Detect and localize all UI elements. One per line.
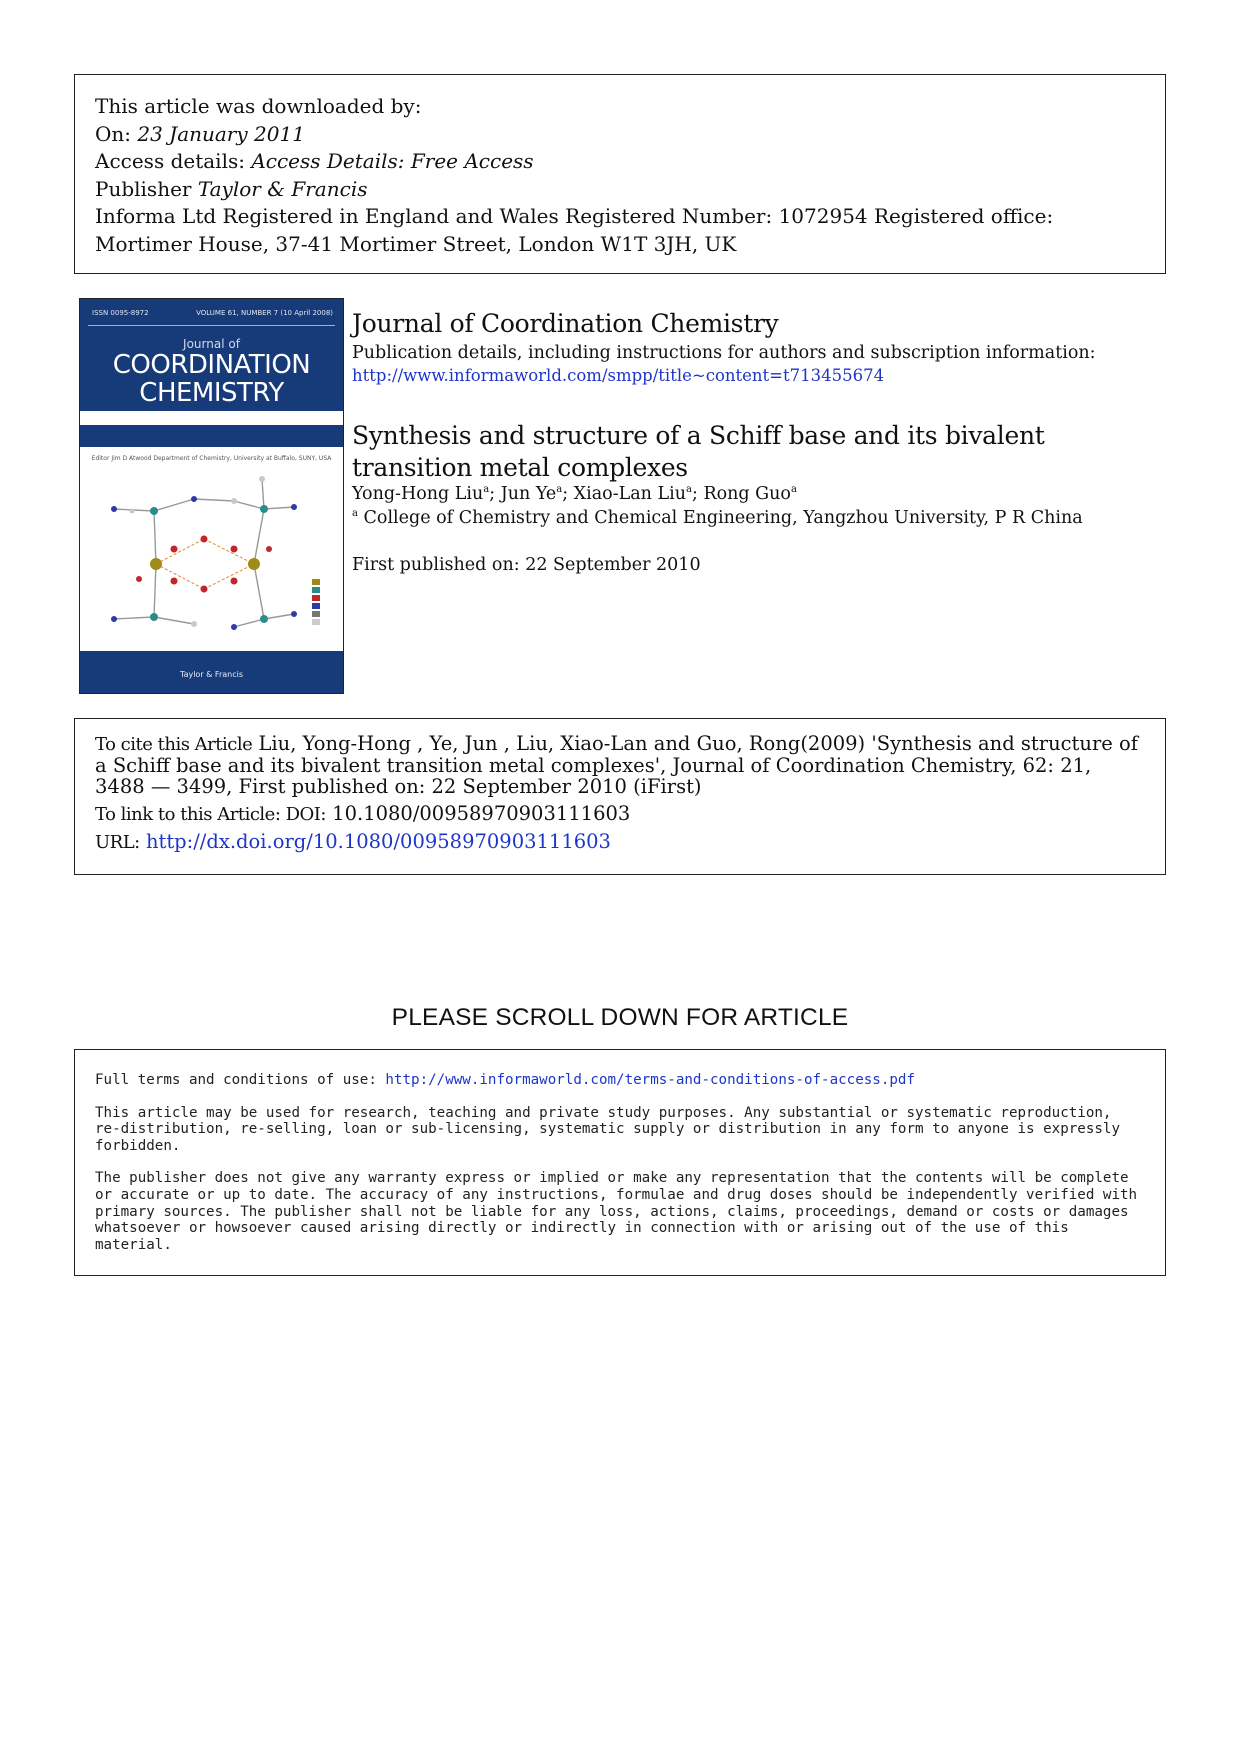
publication-details: Publication details, including instructions for authors and subscription information: [352,343,1096,363]
first-published: First published on: 22 September 2010 [352,555,701,575]
doi-label: To link to this Article: DOI: [95,804,326,825]
terms-disclaimer-paragraph: The publisher does not give any warranty express or implied or make any representation that the contents will be complete or accurate or up to date. The accuracy of any instructions, formulae and drug doses should be independently verified with primary sources. The publisher shall not be liable for any loss, actions, claims, proceedings, demand or costs or damages whatsoever or howsoever caused arising directly or indirectly in connection with or arising out of the use of this material. [95,1170,1138,1253]
url-row [95,831,1145,853]
cover-issn: ISSN 0095-8972 [92,309,149,317]
journal-url-link[interactable]: http://www.informaworld.com/smpp/title~content=t713455674 [352,366,885,385]
doi-url-link[interactable]: http://dx.doi.org/10.1080/00958970903111603 [145,830,611,853]
publisher-value: Taylor & Francis [197,176,368,201]
author-name: Rong Guo [703,484,791,504]
cover-editor: Editor Jim D Atwood Department of Chemistry, University at Buffalo, SUNY, USA [91,455,332,462]
journal-info [352,308,1172,387]
scroll-notice: PLEASE SCROLL DOWN FOR ARTICLE [391,1004,849,1031]
author-separator: ; [691,484,704,504]
author-name: Yong-Hong Liu [352,484,484,504]
author-affiliation-mark: a [483,484,490,496]
doi-row [95,803,1145,825]
terms-usage-paragraph: This article may be used for research, teaching and private study purposes. Any substantial or systematic reproduction, re-distribution, re-selling, loan or sub-licensing, systematic supply or distribution in any form to anyone is expressly forbidden. [95,1104,1120,1154]
terms-box [74,1049,1166,1276]
author-affiliation-mark: a [556,484,563,496]
affiliation [352,507,1083,530]
terms-row [95,1072,1145,1089]
access-details-row [95,148,1145,176]
doi-value: 10.1080/00958970903111603 [325,802,631,825]
author-affiliation-mark: a [686,484,692,496]
terms-label: Full terms and conditions of use: [95,1072,386,1088]
publisher-label: Publisher [95,176,192,201]
journal-cover-image [79,298,344,694]
download-line: This article was downloaded by: [95,94,422,118]
citation-row [95,733,1145,797]
affiliation-text: College of Chemistry and Chemical Engineering, Yangzhou University, P R China [357,508,1083,528]
cover-volume: VOLUME 61, NUMBER 7 (10 April 2008) [196,309,333,317]
registered-office: Informa Ltd Registered in England and Wales Registered Number: 1072954 Registered office: Mortimer House, 37-41 Mortimer Street, London W1T 3JH, UK [95,204,1054,256]
cover-divider [88,325,335,326]
author-list [352,483,797,506]
publisher-row [95,176,1145,204]
download-date-value: 23 January 2011 [137,121,305,146]
author-separator: ; [489,484,501,504]
terms-url-link[interactable]: http://www.informaworld.com/terms-and-conditions-of-access.pdf [385,1072,916,1088]
url-label: URL: [95,832,140,853]
affiliation-mark: a [352,508,358,520]
author-name: Xiao-Lan Liu [573,484,686,504]
access-details-value: Access Details: Free Access [251,149,534,173]
author-name: Jun Ye [500,484,557,504]
cover-journal-of: Journal of [183,337,240,351]
cover-title-line2: CHEMISTRY [139,378,284,408]
author-affiliation-mark: a [790,484,797,496]
cite-label: To cite this Article [95,734,253,755]
citation-box [74,718,1166,875]
cover-strip [80,425,343,447]
download-date-row [95,121,1145,149]
article-title: Synthesis and structure of a Schiff base and its bivalent transition metal complexes [352,421,1045,482]
cover-title-line1: COORDINATION [112,350,311,380]
journal-title: Journal of Coordination Chemistry [352,309,779,338]
molecule-structure-icon [94,469,334,639]
access-details-label: Access details: [95,149,245,173]
cite-text: Liu, Yong-Hong , Ye, Jun , Liu, Xiao-Lan and Guo, Rong(2009) 'Synthesis and structure of a Schiff base and its bivalent transition metal complexes', Journal of Coordination Chemistry, 62: 21, 3488 — 3499, First published on: 22 September 2010 (iFirst) [95,732,1138,798]
download-date-label: On: [95,121,132,146]
download-info-box [74,74,1166,274]
author-separator: ; [562,484,574,504]
cover-publisher: Taylor & Francis [180,670,243,679]
